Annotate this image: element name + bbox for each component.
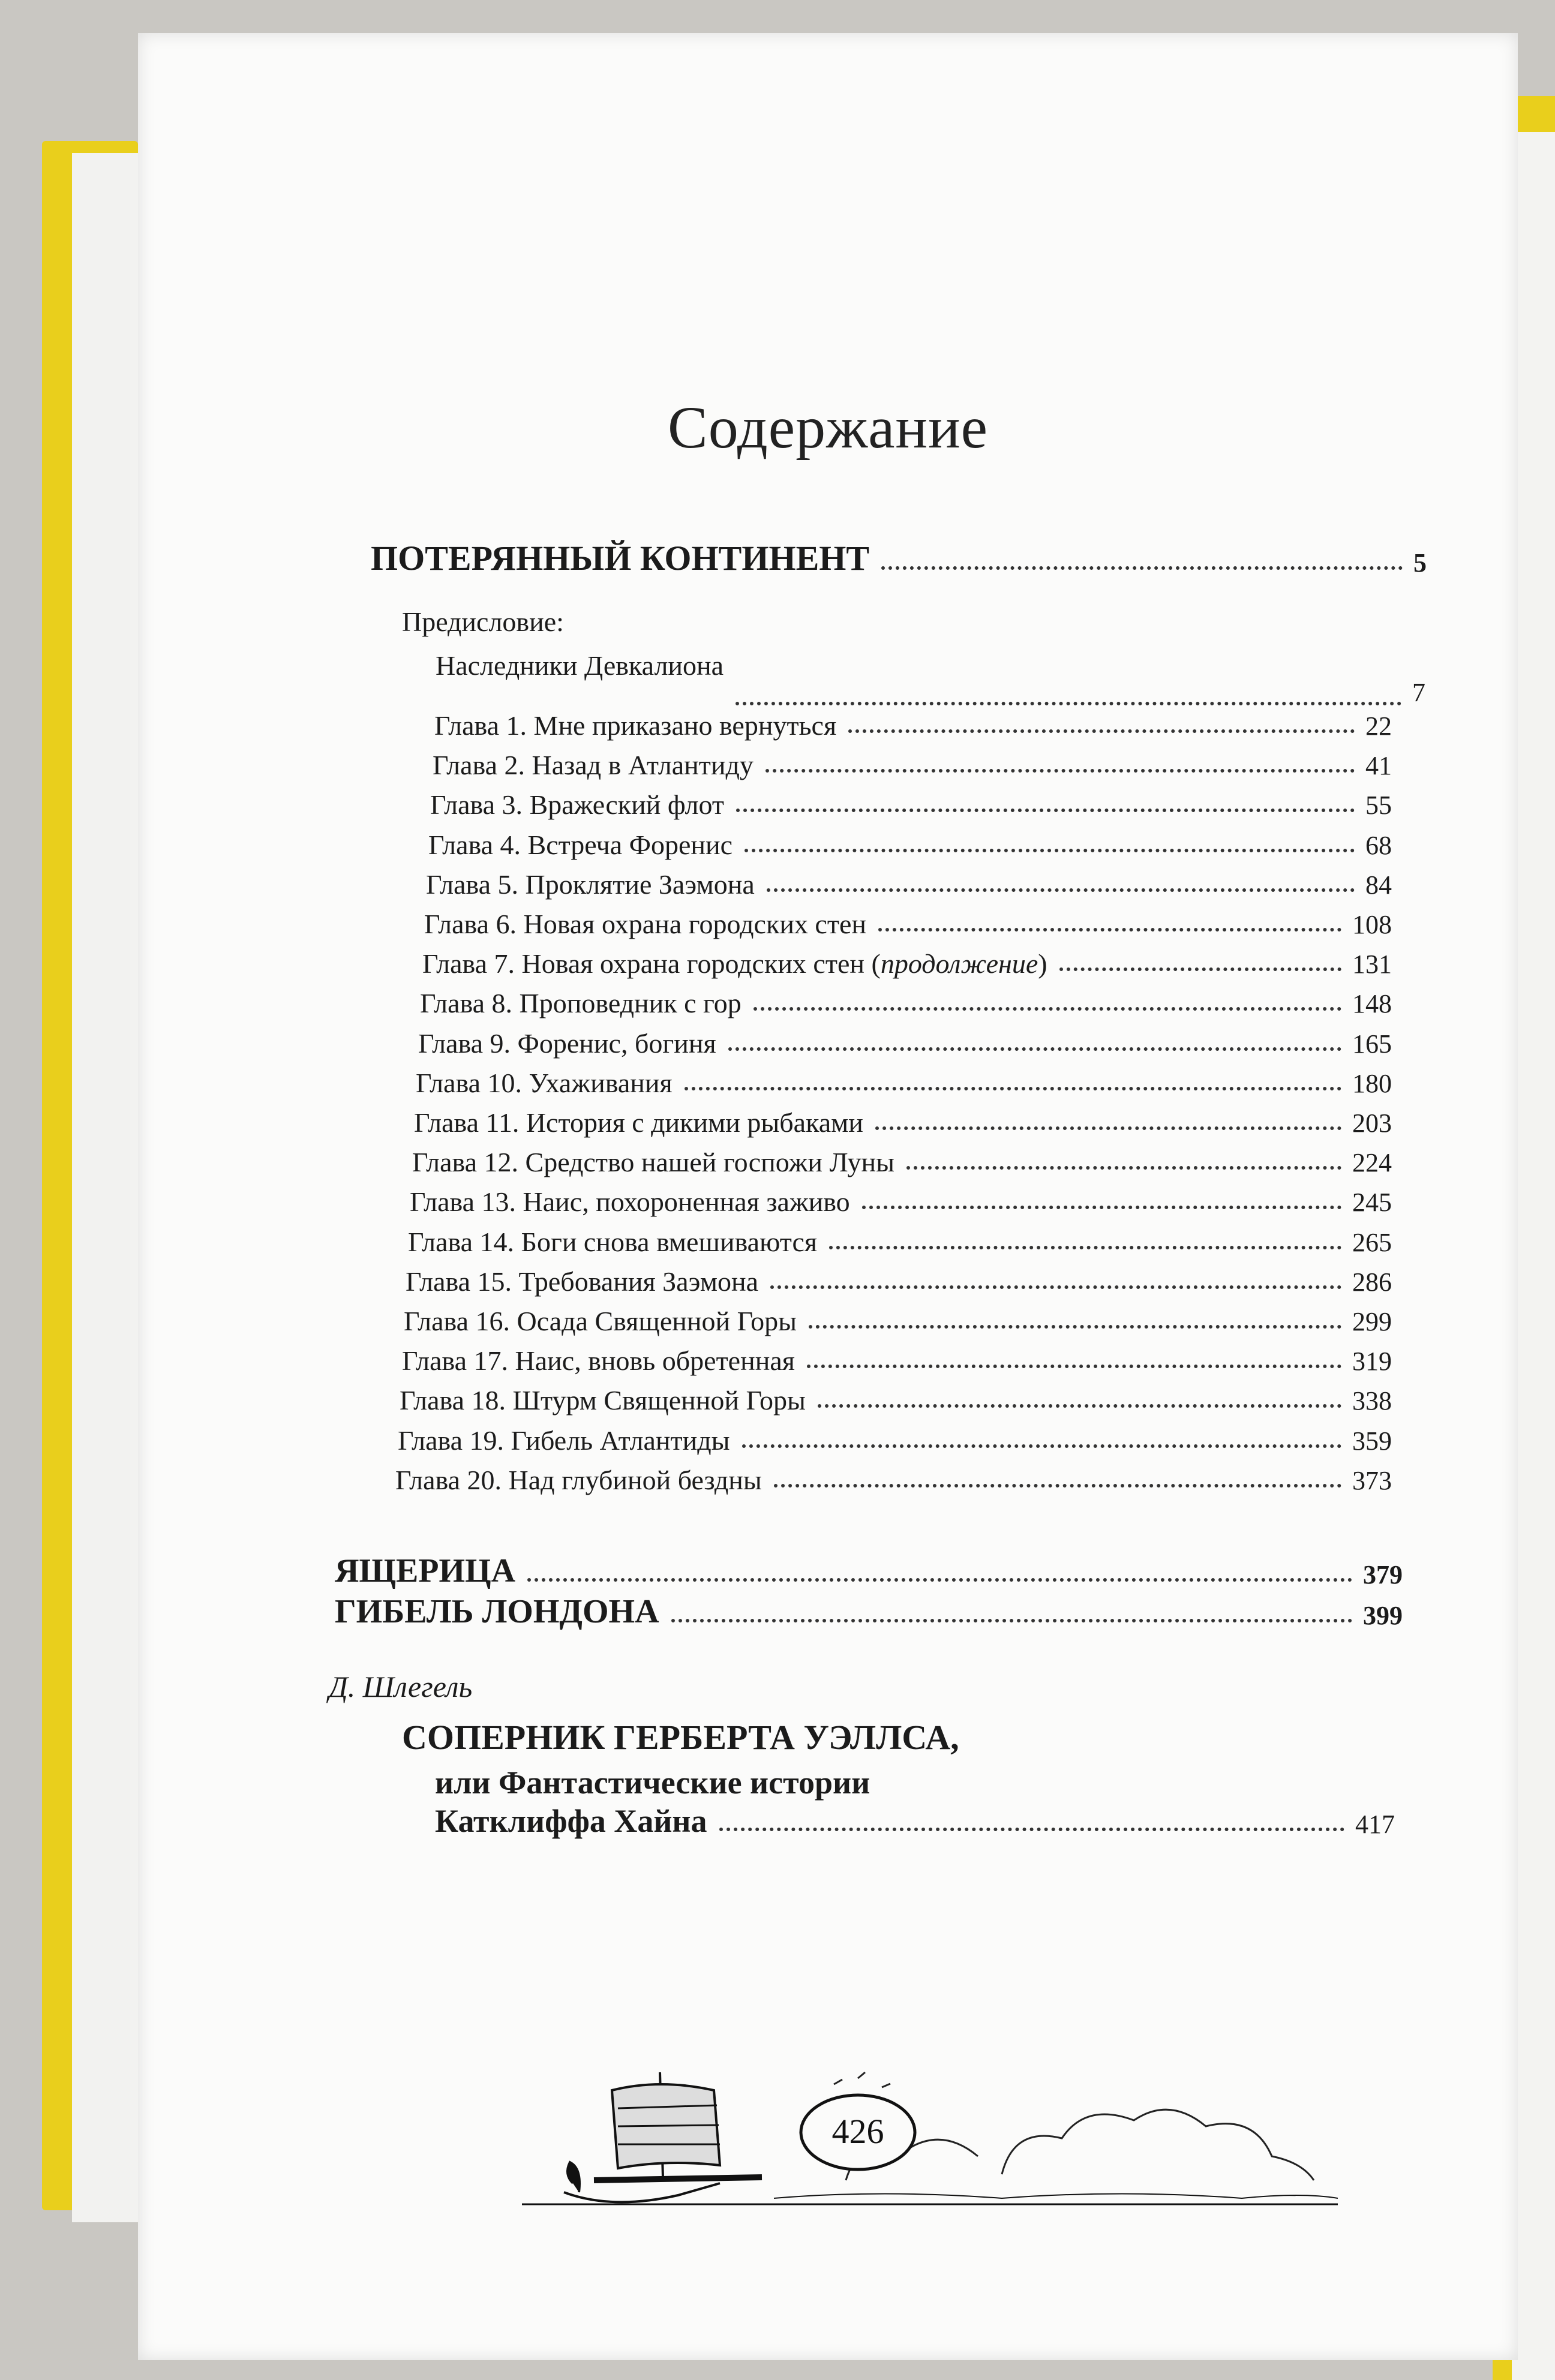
essay-title-line3: Катклиффа Хайна [435, 1803, 707, 1839]
toc-story-doom-of-london [335, 1592, 1403, 1631]
leader-dots [527, 1578, 1352, 1582]
leader-dots [767, 888, 1355, 892]
essay-title-line1: СОПЕРНИК ГЕРБЕРТА УЭЛЛСА, [402, 1718, 959, 1757]
toc-chapter-20 [395, 1464, 1392, 1496]
toc-chapter-4 [428, 829, 1392, 861]
leader-dots [809, 1325, 1341, 1329]
toc-chapter-14 [408, 1226, 1392, 1258]
story-title: ЯЩЕРИЦА [335, 1552, 516, 1589]
toc-chapter-15 [406, 1266, 1392, 1297]
toc-chapter-19 [398, 1425, 1392, 1456]
leader-dots [766, 769, 1355, 773]
chapter-title: Глава 9. Форенис, богиня [418, 1028, 716, 1059]
chapter-title: Глава 4. Встреча Форенис [428, 830, 733, 860]
toc-section-lost-continent [371, 538, 1427, 578]
page-number: 165 [1352, 1029, 1392, 1059]
leader-dots [719, 1828, 1344, 1831]
page-number: 22 [1365, 711, 1392, 741]
story-title: ГИБЕЛЬ ЛОНДОНА [335, 1593, 659, 1630]
toc-chapter-8 [420, 987, 1392, 1019]
toc-preface [436, 650, 1425, 707]
leader-dots [862, 1206, 1341, 1209]
page-number: 148 [1352, 989, 1392, 1018]
page-number: 131 [1352, 949, 1392, 979]
toc-chapter-5 [426, 869, 1392, 900]
chapter-title: Глава 15. Требования Заэмона [406, 1266, 759, 1297]
page-number: 338 [1352, 1386, 1392, 1416]
toc-chapter-12 [412, 1146, 1392, 1178]
toc-story-lizard [335, 1552, 1403, 1590]
leader-dots [1059, 967, 1341, 971]
page-number: 379 [1363, 1560, 1403, 1589]
chapter-title: Глава 12. Средство нашей госпожи Луны [412, 1147, 895, 1177]
preface-title: Наследники Девкалиона [436, 650, 724, 681]
page-number: 203 [1352, 1108, 1392, 1138]
page-number: 5 [1413, 548, 1427, 578]
leader-dots [736, 809, 1355, 812]
page-title: Содержание [668, 394, 988, 461]
leader-dots [881, 566, 1403, 570]
toc-chapter-13 [410, 1186, 1392, 1218]
chapter-title: Глава 8. Проповедник с гор [420, 988, 742, 1018]
chapter-title: Глава 14. Боги снова вмешиваются [408, 1227, 818, 1257]
toc-chapter-9 [418, 1027, 1392, 1059]
chapter-title: Глава 1. Мне приказано вернуться [434, 710, 837, 741]
toc-chapter-7 [422, 948, 1392, 979]
leader-dots [875, 1126, 1341, 1130]
chapter-title: Глава 16. Осада Священной Горы [404, 1306, 797, 1336]
toc-chapter-1 [434, 710, 1392, 741]
leader-dots [906, 1166, 1341, 1170]
page-number: 265 [1352, 1228, 1392, 1257]
facing-page-edge [1512, 132, 1555, 2380]
leader-dots [742, 1444, 1341, 1448]
page-number: 399 [1363, 1601, 1403, 1630]
essay-title-line2: или Фантастические истории [435, 1765, 870, 1801]
page-number: 84 [1365, 870, 1392, 900]
chapter-title: Глава 11. История с дикими рыбаками [414, 1107, 863, 1138]
chapter-title: Глава 10. Ухаживания [416, 1068, 673, 1098]
leader-dots [829, 1246, 1341, 1249]
page-number: 359 [1352, 1426, 1392, 1456]
page-number: 7 [1412, 678, 1425, 707]
leader-dots [671, 1619, 1352, 1622]
chapter-title: Глава 6. Новая охрана городских стен [424, 909, 866, 939]
chapter-paren-close: ) [1038, 948, 1047, 979]
page-number-badge [801, 2095, 915, 2169]
ship-vignette [522, 2054, 1338, 2210]
toc-chapter-10 [416, 1067, 1392, 1099]
chapter-title: Глава 19. Гибель Атлантиды [398, 1425, 730, 1456]
page-number: 319 [1352, 1347, 1392, 1376]
leader-dots [754, 1007, 1341, 1011]
chapter-title-italic: продолжение [880, 948, 1038, 979]
ship-illustration [522, 2072, 1338, 2204]
page-number: 299 [1352, 1307, 1392, 1336]
leader-dots [818, 1404, 1341, 1408]
page-number: 55 [1365, 791, 1392, 820]
section-title: ПОТЕРЯННЫЙ КОНТИНЕНТ [371, 539, 870, 578]
page-number: 417 [1355, 1810, 1395, 1839]
chapter-paren-open: ( [864, 948, 881, 979]
toc-chapter-16 [404, 1305, 1392, 1337]
leader-dots [774, 1484, 1341, 1488]
page-number: 68 [1365, 831, 1392, 860]
toc-chapter-18 [400, 1384, 1392, 1416]
page-number: 41 [1365, 751, 1392, 780]
toc-chapter-2 [433, 749, 1392, 781]
chapter-title: Глава 5. Проклятие Заэмона [426, 869, 755, 900]
leader-dots [770, 1285, 1341, 1289]
leader-dots [745, 849, 1355, 852]
leader-dots [728, 1047, 1341, 1051]
book-page [138, 33, 1518, 2360]
leader-dots [736, 702, 1401, 705]
toc-essay [435, 1802, 1395, 1840]
chapter-title: Глава 2. Назад в Атлантиду [433, 750, 754, 780]
page-number: 245 [1352, 1188, 1392, 1217]
leader-dots [685, 1087, 1341, 1090]
page-number-label: 426 [831, 2112, 884, 2151]
toc-chapter-3 [430, 789, 1392, 821]
chapter-title: Глава 13. Наис, похороненная заживо [410, 1186, 850, 1217]
page-number: 373 [1352, 1466, 1392, 1495]
chapter-title: Глава 7. Новая охрана городских стен [422, 948, 864, 979]
page-number: 180 [1352, 1069, 1392, 1098]
leader-dots [848, 729, 1355, 733]
leader-dots [878, 928, 1341, 931]
essay-author: Д. Шлегель [329, 1670, 473, 1703]
toc-chapter-6 [424, 908, 1392, 940]
page-number: 108 [1352, 910, 1392, 939]
page-number: 224 [1352, 1148, 1392, 1177]
page-number: 286 [1352, 1267, 1392, 1297]
leader-dots [807, 1365, 1341, 1368]
preface-label: Предисловие: [402, 606, 564, 637]
chapter-title: Глава 20. Над глубиной бездны [395, 1465, 762, 1495]
chapter-title: Глава 17. Наис, вновь обретенная [402, 1345, 795, 1376]
toc-chapter-11 [414, 1107, 1392, 1138]
toc-chapter-17 [402, 1345, 1392, 1377]
chapter-title: Глава 18. Штурм Священной Горы [400, 1385, 806, 1416]
chapter-title: Глава 3. Вражеский флот [430, 789, 724, 820]
